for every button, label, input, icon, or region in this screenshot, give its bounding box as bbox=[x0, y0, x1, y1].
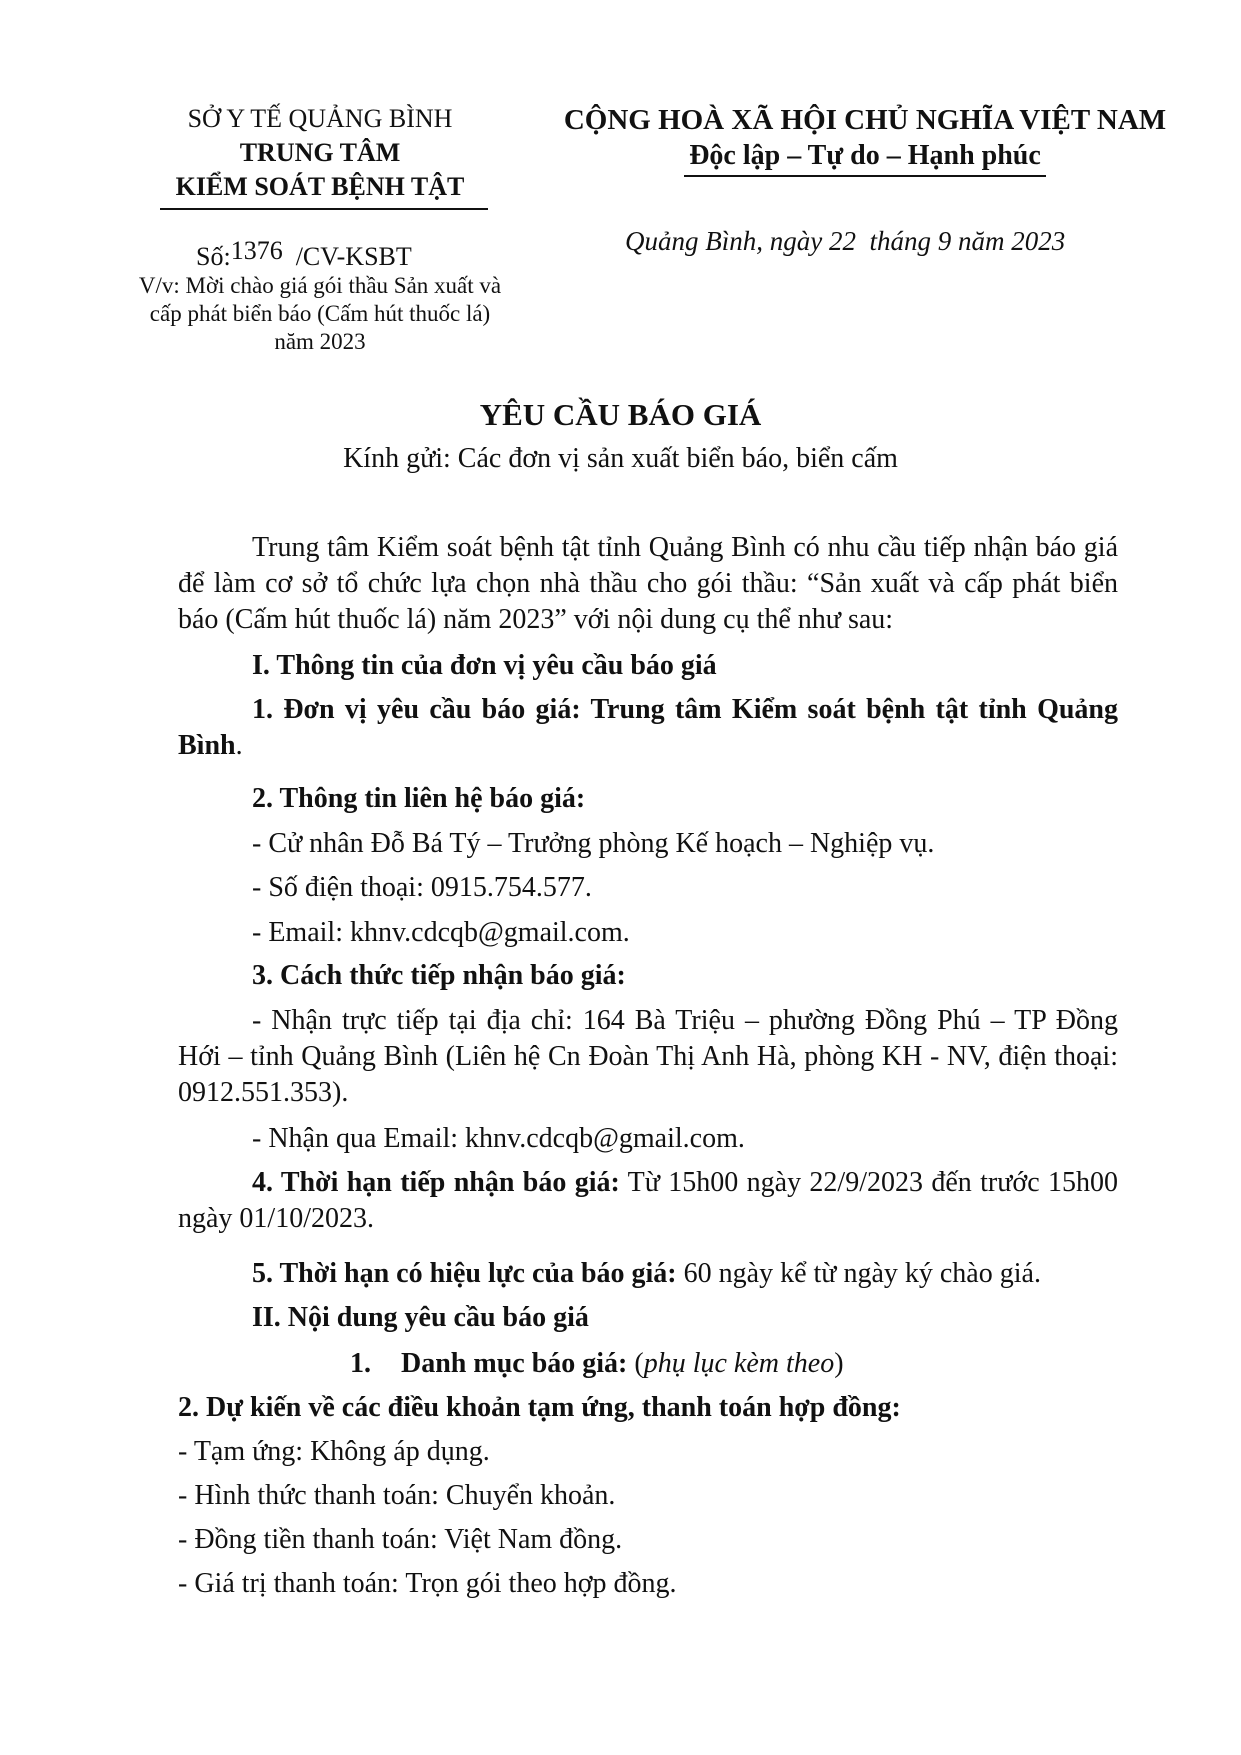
doc-number-suffix: /CV-KSBT bbox=[295, 242, 412, 271]
contact-person: - Cử nhân Đỗ Bá Tý – Trưởng phòng Kế hoạch – Nghiệp vụ. bbox=[252, 828, 935, 859]
deadline-text: Từ 15h00 ngày 22/9/2023 đến trước 15h00 ngày 01/10/2023. bbox=[178, 1167, 1119, 1234]
national-motto: Độc lập – Tự do – Hạnh phúc bbox=[689, 140, 1041, 171]
organization-line-2: KIỂM SOÁT BỆNH TẬT bbox=[175, 172, 465, 201]
date-line: Quảng Bình, ngày 22 tháng 9 năm 2023 bbox=[625, 226, 1066, 256]
section-1-item-2-heading: 2. Thông tin liên hệ báo giá: bbox=[252, 783, 586, 814]
subject-line-1: V/v: Mời chào giá gói thầu Sản xuất và bbox=[138, 273, 502, 298]
payment-value: - Giá trị thanh toán: Trọn gói theo hợp đồng. bbox=[178, 1568, 677, 1599]
catalog-note: phụ lục kèm theo bbox=[643, 1348, 835, 1379]
validity-label: 5. Thời hạn có hiệu lực của báo giá: bbox=[252, 1258, 677, 1289]
doc-number-prefix: Số: bbox=[196, 242, 231, 271]
motto-underline bbox=[684, 175, 1046, 177]
contact-phone: - Số điện thoại: 0915.754.577. bbox=[252, 872, 592, 903]
document-subject bbox=[120, 272, 520, 356]
section-1-item-5 bbox=[252, 1256, 1041, 1292]
payment-method: - Hình thức thanh toán: Chuyển khoản. bbox=[178, 1480, 616, 1511]
requesting-unit: 1. Đơn vị yêu cầu báo giá: Trung tâm Kiểm soát bệnh tật tỉnh Quảng Bình bbox=[178, 694, 1118, 761]
catalog-open-paren: ( bbox=[627, 1348, 644, 1379]
receive-email: - Nhận qua Email: khnv.cdcqb@gmail.com. bbox=[252, 1123, 745, 1154]
section-2-item-2-heading: 2. Dự kiến về các điều khoản tạm ứng, thanh toán hợp đồng: bbox=[178, 1392, 901, 1423]
document-number bbox=[196, 236, 412, 274]
national-title: CỘNG HOÀ XÃ HỘI CHỦ NGHĨA VIỆT NAM bbox=[563, 104, 1167, 136]
catalog-close-paren: ) bbox=[834, 1348, 844, 1379]
section-1-item-1 bbox=[178, 692, 1118, 764]
header-left bbox=[140, 102, 500, 204]
page-title: YÊU CẦU BÁO GIÁ bbox=[479, 397, 762, 432]
subject-line-2: cấp phát biển báo (Cấm hút thuốc lá) bbox=[149, 301, 491, 326]
section-1-item-4 bbox=[178, 1165, 1118, 1237]
section-1-item-3-heading: 3. Cách thức tiếp nhận báo giá: bbox=[252, 960, 626, 991]
header-left-underline bbox=[160, 208, 488, 210]
section-2-item-1 bbox=[350, 1346, 844, 1382]
receive-direct: - Nhận trực tiếp tại địa chỉ: 164 Bà Triệu – phường Đồng Phú – TP Đồng Hới – tỉnh Quảng Bình (Liên hệ Cn Đoàn Thị Anh Hà, phòng KH - NV, điện thoại: 0912.551.353). bbox=[178, 1005, 1118, 1108]
organization-line-1: TRUNG TÂM bbox=[239, 138, 401, 167]
addressee: Kính gửi: Các đơn vị sản xuất biển báo, biển cấm bbox=[343, 443, 898, 474]
payment-currency: - Đồng tiền thanh toán: Việt Nam đồng. bbox=[178, 1524, 623, 1555]
section-1-heading: I. Thông tin của đơn vị yêu cầu báo giá bbox=[252, 650, 717, 681]
catalog-label: Danh mục báo giá: bbox=[401, 1348, 628, 1379]
intro-paragraph: Trung tâm Kiểm soát bệnh tật tỉnh Quảng Bình có nhu cầu tiếp nhận báo giá để làm cơ sở tổ chức lựa chọn nhà thầu cho gói thầu: “Sản xuất và cấp phát biển báo (Cấm hút thuốc lá) năm 2023” với nội dung cụ thể như sau: bbox=[178, 532, 1118, 635]
deadline-label: 4. Thời hạn tiếp nhận báo giá: bbox=[252, 1167, 620, 1198]
section-2-heading: II. Nội dung yêu cầu báo giá bbox=[252, 1302, 589, 1333]
department-name: SỞ Y TẾ QUẢNG BÌNH bbox=[187, 104, 453, 133]
subject-line-3: năm 2023 bbox=[274, 329, 366, 354]
validity-text: 60 ngày kể từ ngày ký chào giá. bbox=[676, 1258, 1041, 1289]
contact-email: - Email: khnv.cdcqb@gmail.com. bbox=[252, 917, 630, 948]
advance-payment: - Tạm ứng: Không áp dụng. bbox=[178, 1436, 490, 1467]
requesting-unit-period: . bbox=[235, 730, 243, 761]
doc-number-value: 1376 bbox=[230, 236, 283, 265]
item-1-number: 1. bbox=[350, 1348, 371, 1379]
